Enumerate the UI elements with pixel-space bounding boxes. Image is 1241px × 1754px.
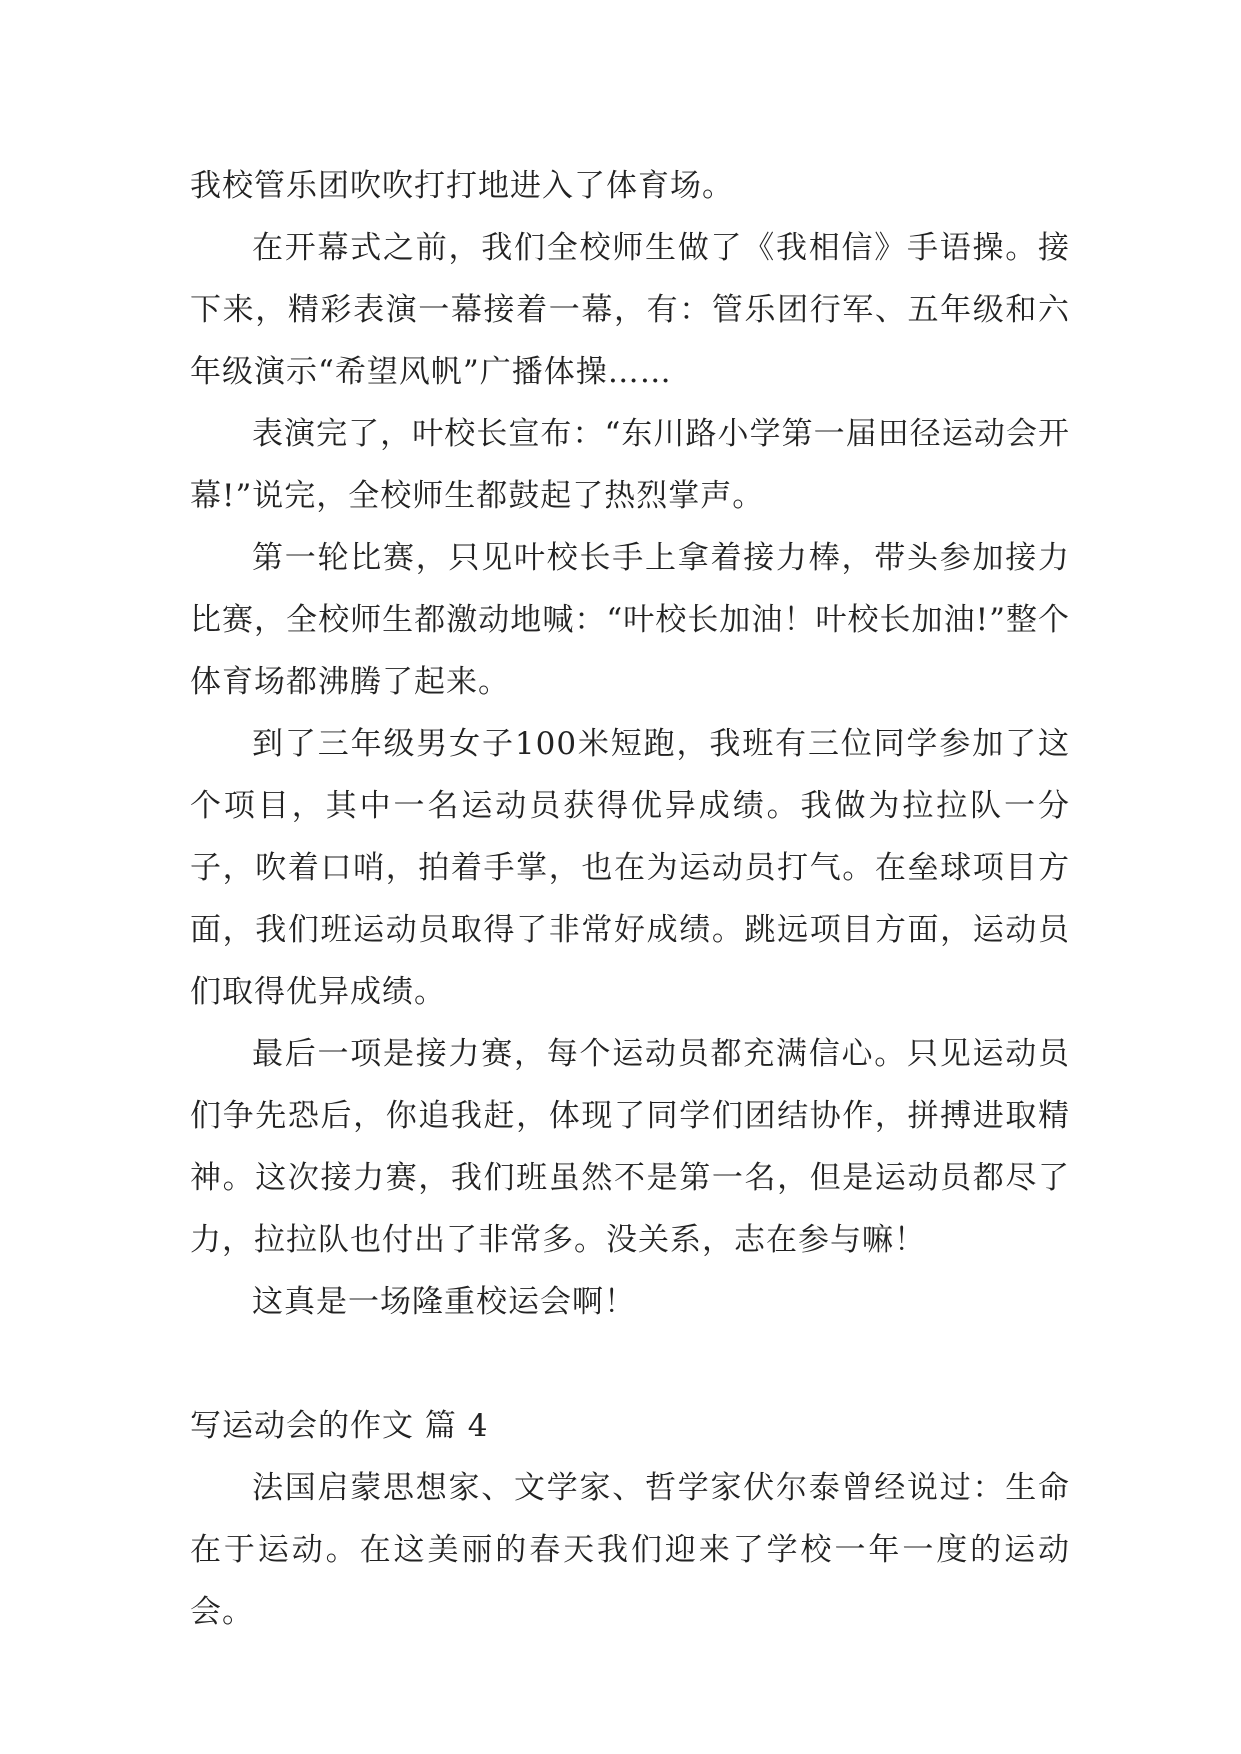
paragraph-opening-ceremony: 在开幕式之前，我们全校师生做了《我相信》手语操。接下来，精彩表演一幕接着一幕，有：管乐团行军、五年级和六年级演示“希望风帆”广播体操…… [190,230,1070,390]
paragraph-first-round: 第一轮比赛，只见叶校长手上拿着接力棒，带头参加接力比赛，全校师生都激动地喊：“叶校长加油！叶校长加油!”整个体育场都沸腾了起来。 [190,540,1070,700]
paragraph-announcement: 表演完了，叶校长宣布：“东川路小学第一届田径运动会开幕!”说完，全校师生都鼓起了热烈掌声。 [190,416,1070,514]
paragraph-conclusion: 这真是一场隆重校运会啊！ [252,1284,636,1320]
document-body [190,155,1070,1643]
section-heading: 写运动会的作文 篇 4 [190,1408,489,1444]
paragraph-voltaire: 法国启蒙思想家、文学家、哲学家伏尔泰曾经说过：生命在于运动。在这美丽的春天我们迎来了学校一年一度的运动会。 [190,1470,1070,1630]
paragraph-sprint: 到了三年级男女子100米短跑，我班有三位同学参加了这个项目，其中一名运动员获得优异成绩。我做为拉拉队一分子，吹着口哨，拍着手掌，也在为运动员打气。在垒球项目方面，我们班运动员取得了非常好成绩。跳远项目方面，运动员们取得优异成绩。 [190,726,1070,1010]
paragraph-continuation: 我校管乐团吹吹打打地进入了体育场。 [190,168,734,204]
paragraph-relay: 最后一项是接力赛，每个运动员都充满信心。只见运动员们争先恐后，你追我赶，体现了同学们团结协作，拼搏进取精神。这次接力赛，我们班虽然不是第一名，但是运动员都尽了力，拉拉队也付出了非常多。没关系，志在参与嘛！ [190,1036,1070,1258]
